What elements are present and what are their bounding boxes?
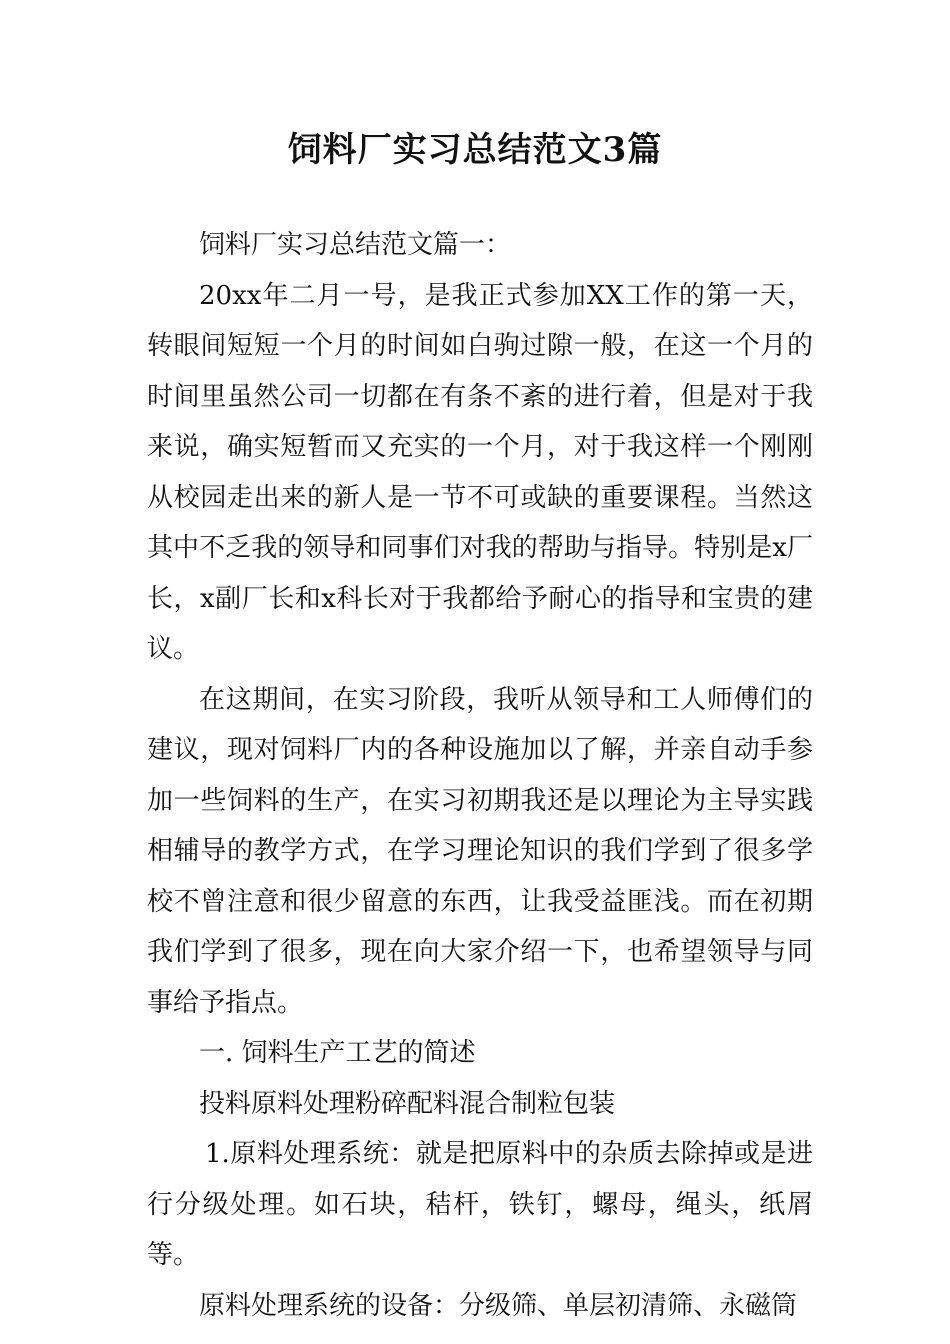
subheading-production-process: 一. 饲料生产工艺的简述 — [199, 1038, 476, 1068]
document-title: 饲料厂实习总结范文3篇 — [287, 130, 663, 170]
document-body — [147, 220, 813, 1331]
paragraph-raw-material-equipment: 原料处理系统的设备：分级筛、单层初清筛、永磁筒 — [199, 1290, 798, 1321]
section-heading-article-one: 饲料厂实习总结范文篇一： — [199, 230, 512, 260]
paragraph-raw-material-system: 1.原料处理系统：就是把原料中的杂质去除掉或是进行分级处理。如石块，秸杆，铁钉，螺母，绳头，纸屑等。 — [147, 1139, 813, 1270]
paragraph-process-steps: 投料原料处理粉碎配料混合制粒包装 — [199, 1088, 616, 1119]
paragraph-intro: 20xx年二月一号，是我正式参加XX工作的第一天，转眼间短短一个月的时间如白驹过隙一般，在这一个月的时间里虽然公司一切都在有条不紊的进行着，但是对于我来说，确实短暂而又充实的一个月，对于我这样一个刚刚从校园走出来的新人是一节不可或缺的重要课程。当然这其中不乏我的领导和同事们对我的帮助与指导。特别是x厂长，x副厂长和x科长对于我都给予耐心的指导和宝贵的建议。 — [147, 280, 813, 664]
paragraph-internship-period: 在这期间，在实习阶段，我听从领导和工人师傅们的建议，现对饲料厂内的各种设施加以了解，并亲自动手参加一些饲料的生产，在实习初期我还是以理论为主导实践相辅导的教学方式，在学习理论知识的我们学到了很多学校不曾注意和很少留意的东西，让我受益匪浅。而在初期我们学到了很多，现在向大家介绍一下，也希望领导与同事给予指点。 — [147, 684, 813, 1018]
